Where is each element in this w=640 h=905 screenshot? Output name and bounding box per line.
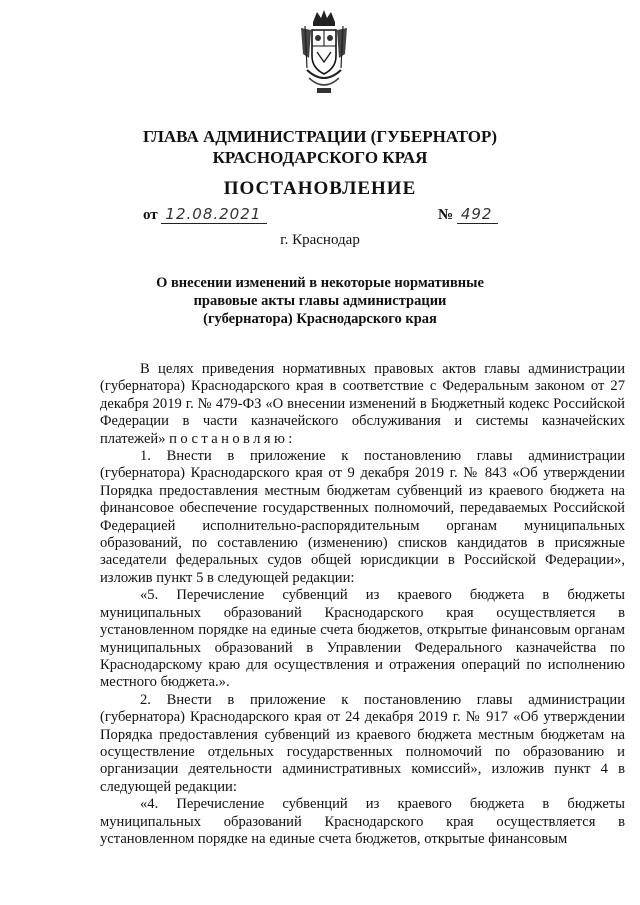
issuer-line-2: КРАСНОДАРСКОГО КРАЯ: [212, 148, 428, 167]
paragraph-preamble: [100, 361, 625, 448]
preamble-text: В целях приведения нормативных правовых актов главы администрации (губернатора) Краснодарского края в соответствие с Федеральным законом от 27 декабря 2019 г. № 479-ФЗ «О внесении изменений в Бюджетный кодекс Российской Федерации в части казначейского обслуживания и системы казначейских платежей»: [100, 361, 625, 447]
number-value: 492: [457, 205, 499, 224]
paragraph-item-1: 1. Внести в приложение к постановлению главы администрации (губернатора) Краснодарского края от 9 декабря 2019 г. № 843 «Об утверждении Порядка предоставления местным бюджетам субвенций из краевого бюджета на финансовое обеспечение государственных полномочий, передаваемых Российской Федерацией исполнительно-распорядительным органам муниципальных образований, по составлению (изменению) списков кандидатов в присяжные заседатели федеральных судов общей юрисдикции в Российской Федерации», изложив пункт 5 в следующей редакции:: [100, 448, 625, 586]
number-line: [438, 205, 498, 224]
date-line: [143, 205, 267, 224]
city-label: г. Краснодар: [280, 232, 360, 248]
paragraph-item-2-quote: «4. Перечисление субвенций из краевого бюджета в бюджеты муниципальных образований Краснодарского края осуществляется в установленном порядке на единые счета бюджетов, открытые финансовым: [100, 796, 625, 847]
document-type-title: ПОСТАНОВЛЕНИЕ: [223, 178, 417, 199]
document-body: [100, 361, 625, 848]
preamble-decree-word: постановляю:: [169, 430, 296, 447]
document-subject: О внесении изменений в некоторые нормативные правовые акты главы администрации (губернатора) Краснодарского края: [156, 275, 484, 327]
date-value: 12.08.2021: [161, 205, 267, 224]
date-prefix: от: [143, 207, 158, 223]
coat-of-arms-emblem: [295, 8, 353, 98]
paragraph-item-2: 2. Внести в приложение к постановлению главы администрации (губернатора) Краснодарского края от 24 декабря 2019 г. № 917 «Об утверждении Порядка предоставления субвенций из краевого бюджета местным бюджетам на осуществление отдельных государственных полномочий по образованию и организации деятельности административных комиссий», изложив пункт 4 в следующей редакции:: [100, 691, 625, 795]
issuer-line-1: ГЛАВА АДМИНИСТРАЦИИ (ГУБЕРНАТОР): [142, 127, 497, 146]
paragraph-item-1-quote: «5. Перечисление субвенций из краевого бюджета в бюджеты муниципальных образований Краснодарского края осуществляется в установленном порядке на единые счета бюджетов, открытые финансовым органам муниципальных образований в Управлении Федерального казначейства по Краснодарскому краю для осуществления и отражения операций по исполнению местного бюджета.».: [100, 587, 625, 691]
number-prefix: №: [438, 207, 454, 223]
